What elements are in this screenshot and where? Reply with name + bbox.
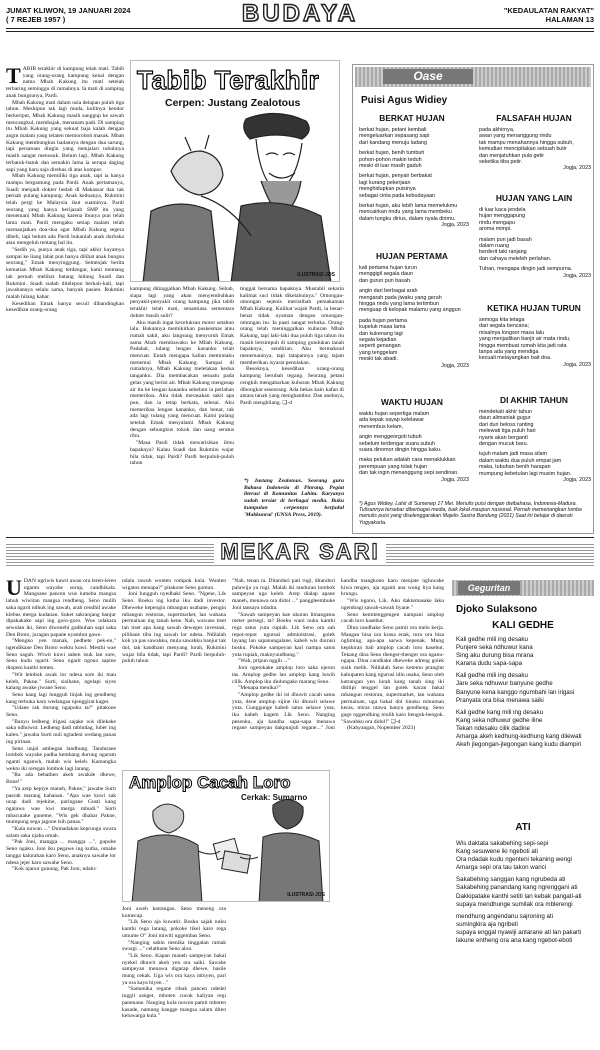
story1-dropcap: T (6, 66, 21, 88)
poem-line: maka, tubuhan benih harapan (479, 464, 551, 471)
poem-line: meski tak abadi. (359, 356, 398, 363)
story2-paragraphs (6, 578, 116, 873)
poem-date: Jogja, 2023 (563, 361, 591, 368)
story2-column-3 (232, 578, 444, 1044)
poem-date: Jogja, 2023 (441, 362, 469, 369)
poem-line: sumingkira aja ngribeti (456, 920, 518, 928)
poem-line: segala kejadian (359, 337, 397, 344)
story2-paragraph: "Banyu ledheng irigasi sajake wis dilekake saka ndhuwur. Ledheng dadi mbludag, luber ing kalen." jawaba Surti nuli ngladeni wedang panas ing pirinan. (6, 718, 116, 745)
poem-line: Jare seka ndhuwur banyune gedhe (456, 680, 553, 688)
poem-title: ATI (515, 822, 531, 833)
poem-line: waktu hujan sepertiga malam (359, 411, 430, 417)
poem-line: mendhung angendanu sajroning ati (456, 912, 554, 920)
poem-line: dari segala bencana; (479, 323, 530, 330)
story1-byline: Cerpen: Justang Zealotous (165, 97, 301, 109)
story2-paragraph: "Wit lembok awak lor ndesa sore iki mau keleb, Pakne." Surti, sisihane, ngelapi siyes kalang awake jiwane Seno. (6, 671, 116, 692)
story1-paragraph: kampung ditinggalkan Mbah Kakung. Sebab, siapa lagi yang akan menyembuhkan penyakit-penyakit orang kampung jika tabib terakhir telah mati, senantiasa sementara dokter masih sulit? (130, 286, 234, 319)
poem-line: dan gurun pun basah. (359, 277, 412, 284)
poem-line: Pranyata ora bisa menawa saiki (456, 696, 544, 704)
oase-box (352, 64, 594, 534)
poem-line: lakune entheng ora ana kang ngebot-eboti (456, 937, 573, 945)
header-rule-thin (6, 31, 594, 32)
poem-line: Karana dudu sapa-sapa (456, 660, 523, 668)
story1-paragraph: Mbah Kakung memiliki tiga anak, tapi ia hanya mampu bergantung pada Pardi. Anak pertamanya, Suadi menjadi dokter bedah di Makassar dan tak pernah pulang kampung. Anak keduanya, Rukmini telah pergi ke Malaysia ikut suaminya. Pardi seorang yang hanya berijazah SMP itu yang menemani Mbah Kakung karena ibunya pun telah lama mati. Pardi mengaku setiap malam telah memanjatkan doa-doa agar Mbah Kakung segera dibeli, tapi belum ada Pardi bukanlah anak durhaka atau mengeluh tentang hal itu. (6, 173, 124, 247)
poem-line: yang tenggelam (359, 349, 398, 356)
story2-paragraph: "Ya arep kepiye maneh, Pakne," jawabe Surti pasrah marang kahanan. "Apa wae kuwi sak ucap dadi rejekine, paringane Gusti kang ngalawa wae kwi merga mbudi." Surti mbacutake guneme, "Wis gek dhahar Pakne, mumpung sega jagone isih panas." (6, 785, 116, 826)
poem-line: daun alimaniak gugur (479, 415, 531, 422)
poem-line: dari duri beloss ranting (479, 421, 534, 428)
story2-byline: Cerkak: Sumarno (241, 793, 308, 802)
poem-date: Jogja, 2023 (563, 477, 591, 484)
story1-column-1 (6, 66, 124, 536)
poem-berkat-hujan (359, 127, 469, 229)
poem-title: DI AKHIR TAHUN (500, 395, 568, 405)
poem-lines (456, 840, 596, 945)
story2-paragraph: "Wah, pripun nggih ..." (238, 658, 290, 665)
section-divider (6, 537, 594, 538)
poem-line: ada kepak sayap kelelawar (359, 417, 425, 424)
poem-title: WAKTU HUJAN (381, 397, 443, 407)
poem-lines (359, 411, 469, 477)
poem-line: Kang seka ndhuwur gedhe iline (456, 716, 543, 724)
story2-paragraph: DAN ngriwis kawit awan ora leren-leren ngantu wayahe surup, candhikala. Mangsane pancen wus lumebu mangsa labuh wiwitan mangsa rendheng. Seno mulih saka ngarit ndhuk ing sawah, arah cendhil awake klebus merga kudanan. Suket sakranjang banjur dipakakake sapi ing goro-goro. Wus udakara sewulan iki, Seno diwenehi gadhuhan sapi saka Den Broto, juragan papane nyambut gawe. (6, 578, 116, 638)
poem-line: yang menjadikan banjir air mata rindu, (479, 336, 571, 343)
poem-line: sebelum terdengar suara subuh (359, 440, 436, 447)
story1-column-3 (240, 286, 344, 472)
poem-line: perempuan yang tolak hujan (359, 463, 428, 470)
poem-date: Jogja, 2023 (563, 165, 591, 172)
story2-paragraphs (122, 906, 226, 1020)
poem-line: pada akhirnya, (479, 127, 515, 133)
poem-line: menguap di kelopak malamu yang anggun (359, 307, 461, 314)
poem-line: mengeluarkan sepasang sapi (359, 133, 430, 140)
poem-line: angin dari berbagai arah (359, 288, 418, 295)
story2-paragraph: "Nah, tenan ta. Ditanduri pari rugi, ditanduri palawija ya rugi. Malah iki tanduran lombok sampeyan uga keleb. Arep dialap apane maneh, menawa ora didol ..." panggleembuke Joni tansaya ndadra. (232, 578, 335, 611)
poem-line: tak mampu menahannya hingga subuh, (479, 139, 574, 146)
story2-column-2b (122, 906, 226, 1044)
poem-line: di luar kaca jendela (479, 207, 526, 213)
poem-line: dan kukenang lagi (359, 330, 403, 337)
poem-line: mendekati akhir tahun (479, 409, 533, 415)
poem-line: berderit taki ranjang (479, 249, 527, 256)
poem-line: kupeluk masa lama (359, 324, 406, 331)
poem-title: KALI GEDHE (492, 620, 554, 631)
story2-paragraph: ndalu rawuh wonten rompok kula. Wonten wigatos menapa?" pitakone Seno gumun. (122, 578, 226, 591)
poem-line: awan yang menanggung rindu (479, 133, 552, 140)
story2-paragraph: Joni lungguh nyedhaki Seno. "Ngene, Lik Seno. Boeku ing kutha iku dadi investor. Dheweke kepengin mbangun usahane, pengin mbangun restoran, supermarket, lan wahana permainan ing tanah kene. Nah, wawase tiset lan tiset apa kang sawah deweges investasi, pilihane tiba ing sawah lor ndesa. Ndilalah kok ya pas sawahku, mula sawahku banjur tak dol, tak kandhani menyang lurah, Rukmini wajar bila tidak, tapi Pardi? Pardi berpuluh-puluh tahun (122, 591, 226, 665)
poem-line: Amarga akeh kedhung-kedhung kang dilewati (456, 733, 582, 741)
poem-line: supaya mendhunge sumilak ora mblerengi (456, 900, 573, 908)
poem-line: Banyune kena kanggo ngumbahi lan irigasi (456, 688, 575, 696)
poem-line: nyaris akan bergantí (479, 434, 528, 441)
story2-column-1 (6, 578, 116, 1044)
poem-line: lagi kurang pekerjaan (359, 179, 411, 186)
story2-paragraph: Seno unjal ambegan landhung. Tandurane lombok wayahe padha kembang durung ngaram nganti nganwh, malah wis keleb. Kamangka wektu iki reregan lombok lagi larang. (6, 745, 116, 772)
poem-lines (479, 409, 591, 477)
poem-line: hingga membuat rumah kita jadi rata (479, 342, 567, 349)
header-pub-block (504, 6, 594, 24)
story2-paragraph: "Mengko yen manak, pedhete pek-en," ngendikane Den Broto wektu kuwi. Mesthi wae Seno saguh. Wiwit kuwi saben isuk lan sore, Seno kudu ngarit. Seno ngarit ngono sapine diopeni kanthi temen. (6, 638, 116, 672)
poem-line: kemudian mencipitakan sebuah butir (479, 146, 567, 153)
mekar-sari-title (0, 539, 600, 565)
header-rejeb: ( 7 REJEB 1957 ) (6, 15, 66, 24)
story1-paragraph: Besoknya, kesedihan orang-orang kampung berubah tegang. Seorang petani cengkih mengabarkan kuburan Mbah Kakung dibongkar seseorang. Ada bekas kain kafan di antara tanah yang menghambur. Dan anehnya, Pardi menghilang. ❑-d (240, 366, 344, 406)
poem-line: dalam ruang (479, 243, 509, 250)
header-page: HALAMAN 13 (545, 15, 594, 24)
poem-line: kali pertama hujan turun (359, 265, 417, 271)
poem-falsafah-hujan (479, 127, 591, 172)
story2-paragraph: "Samenika regane ribuk pancen ndedel inggil sanget, mboten cucuk kaliyan regi panenane. Nanging kula nuwon pamit mboten kasade, namung kangge mangsa salam diten keluwarga kula." (122, 986, 226, 1020)
poem-waktu-hujan (359, 411, 469, 483)
poem-hujan-yang-lain (479, 207, 591, 279)
poem-title: HUJAN PERTAMA (376, 251, 448, 261)
poem-lines (479, 317, 591, 362)
poem-line: Sing aku durung bisa mrana (456, 652, 534, 660)
poem-line: Tekan ndesaku cilik dadine (456, 724, 530, 732)
poem-line: dalam tungku dirius, dalam nyala dirimu. (359, 215, 456, 222)
poem-lines (359, 127, 469, 222)
poem-line: tujuh malam jadi masa silam (479, 451, 548, 458)
poem-line: Amarga sepi ora tau takon wanci (456, 864, 547, 872)
poem-line: maka pelukan adalah cara menaklukkan (359, 457, 456, 464)
header-date: JUMAT KLIWON, 19 JANUARI 2024 (6, 6, 131, 15)
poem-line: semoga kita tetaga (479, 317, 525, 323)
story2-paragraphs (232, 578, 444, 732)
poem-date: Jogja, 2023 (441, 476, 469, 483)
poem-line: supaya enggal nyawiji antarane ati lan pakarti (456, 928, 582, 936)
poem-line: mengarah pada jiwaku yang gerah (359, 294, 442, 301)
story2-paragraph: "Nanging sabin menika tinggalan ramak swargi ..." celathune Seno alon. (122, 939, 226, 953)
poem-title: HUJAN YANG LAIN (495, 193, 573, 203)
poem-line: Punjere seka ndhuwur kana (456, 644, 533, 652)
poem-line: malam pun jadi basah (479, 236, 532, 243)
poem-lines (479, 127, 591, 165)
poem-line: hujan menggapung (479, 213, 526, 220)
poem-line: mencairkan rindu yang lama membeku (359, 209, 452, 216)
story2-paragraphs (122, 578, 226, 665)
poem-line: rindu mengapu (479, 219, 515, 226)
poem-line: berkat hujan, petani kembali (359, 127, 427, 133)
poem-line: dari kandang menuju ladang (359, 139, 428, 146)
story2-paragraph: Dina candhake Seno pamit ora melu kerja. Mangan bisa ora krasa enak, turu ora bisa ngliming, apa-apa sarwa kepenak. Mung kepikiran bab amplop cacah loro kasebut. Tekang dina Seno thenger-thenger ora nganu-ngapa. Dina candhake dheweke adreng golek sisik melik. Ndilalah Seno ketemu pranglut kabupaten kang ngurusi idin usaha, Seno oleh katrangan yen lurah kang tanah sing iki dititipi tenggel lan golek kacan bakal mbangun restoran, supermarket, lan wahana permainan, uga bakal dol tinuku minuman keras, miras utawa banyu gendheng. Seno gage nggendhing mulih karo bengok-bengok. "Sawahku ora didol!" ❑-d (341, 624, 444, 725)
section-title: BUDAYA (241, 0, 359, 27)
story1-paragraph: "Masa Pardi tidak mewarisikan ilmu bapaknya? Kalau Suadi dan Rukmini wajar bila tidak, tapi Pardi? Pardi berpuluh-puluh tahun (130, 440, 234, 467)
poem-line: kecuali melayangkan bait doa. (479, 355, 552, 362)
story1-illustration (130, 60, 340, 282)
geguritan-author: Djoko Sulaksono (456, 604, 538, 615)
poem-line: berkat hujan, aku lebih lama memelukmu (359, 203, 458, 210)
poem-kali-gedhe (456, 636, 596, 749)
story2-paragraph: "Kok njanur gunung, Pak Joni, ndalu- (12, 866, 97, 873)
poem-line: meski di luar masih gaduh (359, 163, 422, 170)
story1-author-note: *) Justang Zealotous. Seorang guru Bahasa Indonesia di Pinrang. Pegiat literasi di Komunitas Lahita. Karyanya sudah tersiar di berbagai media. Buku kumpulan cerpennya berjudul 'Makkunrai' (UNSA Press, 2019). (244, 478, 344, 518)
story2-dropcap: U (6, 578, 22, 600)
poem-line: Kali gedhe mili ing desaku (456, 672, 528, 680)
poem-line: Tuhan, mengapa dingin jadi sempurna. (479, 266, 573, 273)
story2-paragraph: Seno kemitenggengen nampani amplop cacah loro kasebut. (341, 611, 444, 625)
story1-paragraph: Aku masih ingat keceluksan motor setahun lalu. Bukannya memikirkan puskesmas atau rumah sakit, aku langsung menyuruh Emak sama Abah membawaku ke Mbah Kakung. Padahal, tulang lengan kananku telah mencuat. Entah mengapa kalian memintaku menemui Mbah Kakung. Sampai di rumahnya, Mbah Kakung meletakan kedua tanganku. Dia membacakan sesuatu pada gelas yang berisi air. Mbah Kakung mengusap air itu ke lengan kananku sebelum ia perlahan memeriksa. Aku tidak merasakan sakit apa pun, dan ia tetap berkata, selesai. Aku memeriksa lengan kananku, dan benar, tak ada lagi tulang yang mencuat. Kami pulang setelah Emak menyalami Mbah Kakung dengan sebungkus rokok dan uang seratus ribu. (130, 319, 234, 440)
poem-line: Sakabehing panandang kang ngrenggani ati (456, 884, 578, 892)
poem-line: angin menggeorgoti tubuh (359, 434, 422, 441)
oase-heading: Puisi Agus Widiey (361, 95, 448, 106)
story2-paragraph: Joni aweh katrangan. Seno meneng ora kumecap. (122, 906, 226, 919)
poem-line: suara dinomor dingin hingga kaku. (359, 447, 442, 454)
poem-line: dan menjatuhkan pula getir (479, 152, 545, 159)
story2-paragraph: "Udane rak durung ngapoku ta?" pitakone Seno. (6, 705, 116, 719)
mekar-sari-title-text: MEKAR SARI (214, 539, 385, 564)
geguritan-label: Geguritan (458, 581, 520, 595)
story2-paragraph: Seno kang lagi lungguh linjak ing gendheng kang terbuka karo wedangan njenggirat kaget. (6, 691, 116, 705)
poem-line: dengan mucuk baru. (479, 441, 529, 448)
poem-di-akhir-tahun (479, 409, 591, 483)
story2-paragraph: (Kahyangan, Nopember 2023) (347, 725, 416, 732)
story1-illus-credit: ILUSTRASI JOS (297, 272, 335, 278)
poem-title: FALSAFAH HUJAN (496, 113, 572, 123)
poem-line: hingga rindu yang lama tertimbun (359, 301, 440, 308)
story2-illus-credit: ILUSTRASI JOS (287, 892, 325, 898)
poem-line: menghidupkan puisinya (359, 186, 416, 193)
story2-paragraph: "Menapa menika?" (238, 685, 281, 692)
story2-paragraph: Joni ngetokake amplop loro saka njeron tas. Amplop gedhe lan amplop kang luwih cilik. Amplop iku diulungake marang Seno. (232, 665, 335, 685)
poem-lines (359, 265, 469, 363)
poem-line: seperti genangan (359, 343, 401, 350)
story1-paragraph: tinggal bersama bapaknya. Mustahil sekarin kalimat suci tidak diketahuinya." Omongan-omongan sejenis meristibah pemakaman Mbah Kakung. Kulihat wajah Pardi, ia benar-benar tidak nyaman dengan omongan-omongan itu. Ia pasti sangat terbuka. Orang-orang telah meninggalkan kuburan Mbah Kakung, tapi laki-laki dua puluh tiga tahun itu masih bersimpuh di samping gundukan tanah bapaknya, sendirian. Aku bermaksud menemaninya, tapi tatapannya yang tajam memberikan isyarat penolakan. (240, 286, 344, 366)
poem-line: Kali gedhe mili ing desaku (456, 636, 528, 643)
poem-line: dan cahaya meleleh perlahan. (479, 255, 552, 262)
poem-line: melewati tiga puluh hari (479, 428, 536, 435)
story2-paragraph: "Lik Seno. Kapan maneh sampeyan bakal nyekel dhuwit akeh yen ora saiki. Sawahe sampeyan menawa digarap dhewe, hasile mung cekak. Uga wis ora kaya mbiyen, pari ya ora kaya biyen .." (122, 952, 226, 986)
story2-paragraph: "Sawah sampeyan kae ukuran limangatus meter persegi, ta? Boeku wani nuku kanthi rega satus yuta rupiah. Lik Seno ora sah repot-repot ngurusi administrasi, golek layang lan sapanungalane, kabeh wis diurusi bosku. Pokoke sampeyan kari nampa satus yuta rupiah, maknyuudhung." (232, 611, 335, 658)
story2-paragraph: "Pak Joni, mangga ... mangga ...", gupuhe Seno ngaku. Joni iku pegawe ing kutha, omahe tangga kalurahan karo Seno, anaknya sawahe lor ndesa jejer karo sawahe Seno. (6, 839, 116, 866)
story2-column-2 (122, 578, 226, 766)
poem-date: Jogja, 2023 (441, 222, 469, 229)
poem-line: pohon-pohon makin teduh (359, 156, 422, 163)
oase-label: Oase (383, 69, 473, 84)
poem-lines (479, 207, 591, 273)
story1-column-2 (130, 286, 234, 536)
story2-title: Amplop Cacah Loro (129, 773, 291, 792)
story1-paragraph: Mbah Kakung mati dalam usia delapan puluh tiga tahun. Meskipun tak lagi muda, kulitnya kendor berkeriput, Mbah Kakung masih sanggup ke sawah mencangkul, membajak, menanam padi. Di samping itu Mbah Kakung yang sekuat baja kalah dengan angin malam yang telaten memoroboh masuk. Mbah Kakung membungkus badannya dengan dua sarung, tapi persatuan dingin yang menjalari tubuhnya masih sangat menusuk. Belum lagi, Mbah Kakung terbatuk-batuk dan semakin lama ia serupa daging sapi yang baru saja direbus di atas kompor. (6, 99, 124, 173)
poem-line: menembus kelam, (359, 423, 404, 430)
poem-title: KETIKA HUJAN TURUN (487, 303, 581, 313)
story1-paragraph: "Sedih ya, punya anak tiga, tapi akhir hayatnya sampai ke liang lahat pun hanya dilihat anak bungsu seorang," Emak menyinggung. Semenjak berita kematian Mbah Kakung terdengar, kami memang tak pernah melihat batang hidung Suadi dan Rukmini. Suadi sudah ditelepon berkali-kali, tapi jawabannya selalu sama, banyak pasien. Rukmini malah hilang kabar. (6, 246, 124, 300)
poem-line: Dakkipatake kanthi setiti lan kebak pangati-ati (456, 892, 582, 900)
poem-line: berkat hujan, benih tumbuh (359, 150, 425, 157)
header-publication: "KEDAULATAN RAKYAT" (503, 6, 594, 15)
poem-line: Sakabehing sanggan kang ngrubeda ati (456, 876, 566, 884)
poem-ati (456, 840, 596, 945)
poem-lines (456, 636, 596, 749)
poem-line: berkat hujan, penyair berbakat (359, 173, 432, 180)
story2-paragraph: "Ra ada bebathen akeh awakde dhewe, Bune!" (6, 772, 116, 786)
poem-line: Wis daktata sakabehing sepi-sepi (456, 840, 549, 847)
poem-line: tanpa ada yang mendiga (479, 349, 539, 356)
poem-line: mumpung kebetulan lagi musim hujan. (479, 470, 572, 477)
poem-line: Akeh jlegongan-jlegongan kang kudu diampiri (456, 741, 582, 749)
story2-paragraph: "Kula nuwun ..." Dumadakan keprungu swara salam saka njaba omah. (6, 826, 116, 839)
poem-line: sebagai cinta pada kebudayaan (359, 192, 436, 199)
story2-paragraph: "Amplop gedhe iki isi dhuwit cacah satus yuta, dene amplop sijine iki dhuwit selawe yuta. Gunggunge kabeh satus selawe yuta, iku kabeh kagem Lik Seno. Nanging pesenku, aja kandha sapa-sapa menawa regane sampeyan dakpunjuli regane..." Joni kandha mangkono karo menjate ngluwake kiwa tengen, aja nganti ana wong liya kang krungu. (232, 578, 444, 732)
story1-paragraph: ABIB terakhir di kampung telah mati. Tabib yang orang-orang kampung kenal dengan nama Mbah Kakung itu mati setelah terbaring seminggu di rumahnya. Ia mati di samping anak bungsunya, Pardi. (6, 66, 124, 99)
poem-line: misalnya longsor masa lalu (479, 329, 545, 336)
poem-line: dan tak ingin menanggung sepi sendirian. (359, 470, 459, 477)
story1-title: Tabib Terakhir (137, 65, 320, 95)
poem-hujan-pertama (359, 265, 469, 369)
story2-paragraph: "Lik Seno aja kuwatir. Bosku sajak nuku kanthi rega larang, pokoke tikel karo rega umume O" Joni miwiti nggembas Seno. (122, 919, 226, 939)
poem-line: menggigil segala daun (359, 271, 413, 278)
poem-line: dalam waktu dua puluh empat jam (479, 457, 562, 464)
header-rule (6, 28, 594, 29)
poem-line: Ora ndadak kudu ngenteni tekaning wengi (456, 856, 572, 864)
poem-date: Jogja, 2023 (563, 272, 591, 279)
poem-line: pada hujan pertama (359, 317, 407, 324)
poem-line: seketika tiba petir. (479, 159, 523, 166)
oase-author-bio: *) Agus Widiey. Lahir di Sumenep 17 Mei. Menulis puisi dengan dwibahasa, Indonesia-Madura. Tulisannya tersebar diberbagai media, baik lokal maupun nasional. Pernah memenangkan lomba menulis puisi yang diselenggarakan Majelis Sastra Bandung (2021) Saat ini belajar di daerah Yogyakarta. (359, 501, 582, 526)
story2-paragraph: "Wis ngono, Lik. Aku daktemasake laku ngembagi sawah-sawah liyane." (341, 598, 444, 611)
poem-title: BERKAT HUJAN (379, 113, 445, 123)
poem-line: Kang sesuwene iki ngeboti ati (456, 848, 538, 856)
poem-ketika-hujan-turun (479, 317, 591, 368)
poem-line: aroma mimpi. (479, 226, 512, 233)
story1-paragraph: Kesedihan Emak hanya secuil dibandingkan kesedihan orang-orang (6, 300, 124, 314)
poem-line: Kali gedhe kang mili ing desaku (456, 708, 544, 716)
